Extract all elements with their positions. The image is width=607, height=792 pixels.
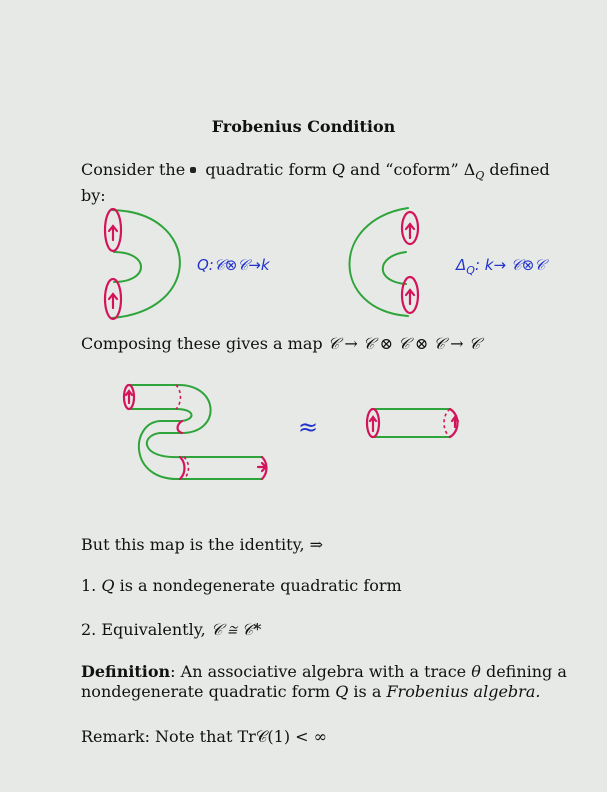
definition-text-2: defining a nondegenerate quadratic form (81, 662, 567, 701)
list-item-2 (81, 620, 571, 640)
coform-outer-arc (350, 208, 409, 316)
item-2-number: 2. (81, 620, 97, 639)
compose-paragraph (81, 334, 571, 354)
smudge-mark (190, 167, 196, 173)
page-title: Frobenius Condition (211, 117, 396, 136)
coform-top-arrow (406, 224, 414, 238)
coform-label-sub: Q (466, 264, 475, 277)
compose-text: Composing these gives a map (81, 334, 328, 353)
intro-q: Q (331, 160, 346, 179)
remark-paragraph (81, 727, 571, 747)
intro-text-3: and “coform” (345, 160, 464, 179)
definition-paragraph (81, 662, 571, 702)
form-inner-arc (114, 252, 141, 282)
form-outer-arc (112, 210, 180, 318)
compose-map: 𝒞 → 𝒞 ⊗ 𝒞 ⊗ 𝒞 → 𝒞 (327, 334, 481, 353)
item-1-var: Q (101, 576, 115, 595)
coform-label-delta: Δ (456, 256, 467, 274)
item-1-number: 1. (81, 576, 97, 595)
cylinder-right-hidden (444, 409, 450, 437)
snake-seam-1 (176, 385, 181, 409)
intro-text-2: quadratic form (200, 160, 332, 179)
form-top-arrow (109, 226, 117, 240)
definition-label: Definition (81, 662, 171, 681)
definition-text-3: is a (348, 682, 387, 701)
identity-paragraph: But this map is the identity, ⇒ (81, 535, 324, 554)
snake-left-arrow (126, 391, 132, 403)
intro-text-1: Consider the (81, 160, 191, 179)
coform-label (455, 256, 549, 277)
coform-bottom-arrow (406, 290, 414, 304)
cylinder-right-cap (450, 409, 458, 437)
snake-right-arrow (258, 463, 266, 471)
intro-delta-sub: Q (475, 169, 485, 183)
intro-delta: Δ (463, 160, 476, 179)
quadratic-form-figure (0, 200, 607, 325)
list-item-1 (81, 576, 571, 596)
item-2-text: Equivalently, (101, 620, 211, 639)
approx-symbol: ≈ (298, 413, 319, 441)
definition-q: Q (335, 682, 349, 701)
snake-top-edge (128, 385, 262, 457)
snake-seam-3 (180, 457, 185, 479)
remark-text: Remark: Note that (81, 727, 238, 746)
definition-text-1: : An associative algebra with a trace (170, 662, 472, 681)
definition-theta: θ (471, 662, 481, 681)
snake-seam-2 (178, 421, 183, 433)
coform-label-map: : k→ 𝒞⊗𝒞 (474, 256, 546, 274)
definition-term: Frobenius algebra. (386, 682, 541, 701)
form-bottom-arrow (109, 294, 117, 308)
form-label: Q:𝒞⊗𝒞→k (197, 256, 270, 274)
item-2-math: 𝒞 ≅ 𝒞* (210, 620, 262, 639)
cylinder-left-arrow (370, 417, 376, 431)
coform-inner-arc (383, 252, 406, 284)
composition-figure (0, 375, 607, 495)
snake-bottom-edge (128, 409, 262, 479)
intro-text-4: defined by: (81, 160, 550, 206)
remark-math: Tr𝒞(1) < ∞ (237, 727, 328, 746)
item-1-text: is a nondegenerate quadratic form (114, 576, 402, 595)
